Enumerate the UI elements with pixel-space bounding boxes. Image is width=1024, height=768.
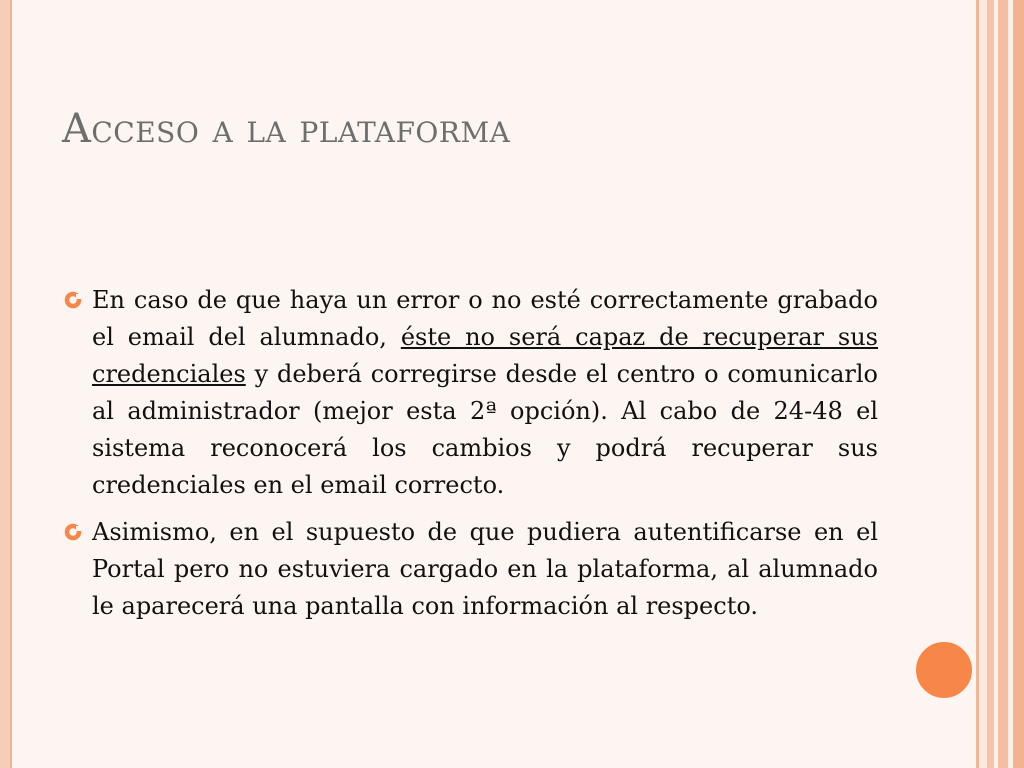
right-decorative-stripes: [976, 0, 1024, 768]
stripe: [1013, 0, 1024, 768]
bullet-text-underlined: éste no será capaz de recuperar sus credenciales: [92, 323, 878, 388]
stripe: [998, 0, 1008, 768]
bullet-item: [62, 282, 878, 504]
bullet-text: Asimismo, en el supuesto de que pudiera autentificarse en el Portal pero no estuviera cargado en la plataforma, al alumnado le aparecerá una pantalla con información al respecto.: [92, 518, 878, 620]
stripe: [987, 0, 994, 768]
ring-bullet-icon: [64, 291, 82, 309]
bullet-list: [62, 282, 878, 635]
bullet-text-part1: En caso de que haya un error o no esté correctamente grabado el email del alumnado,: [92, 286, 878, 351]
bullet-item: [62, 514, 878, 625]
bullet-text-part2: y deberá corregirse desde el centro o comunicarlo al administrador (mejor esta 2ª opción). Al cabo de 24-48 el sistema reconocerá los cambios y podrá recuperar sus credenciales en el email correcto.: [92, 360, 878, 499]
left-accent-bar: [0, 0, 10, 768]
slide-title: Acceso a la plataforma: [62, 106, 511, 152]
stripe: [979, 0, 987, 768]
decorative-circle: [913, 639, 975, 701]
ring-bullet-icon: [64, 523, 82, 541]
